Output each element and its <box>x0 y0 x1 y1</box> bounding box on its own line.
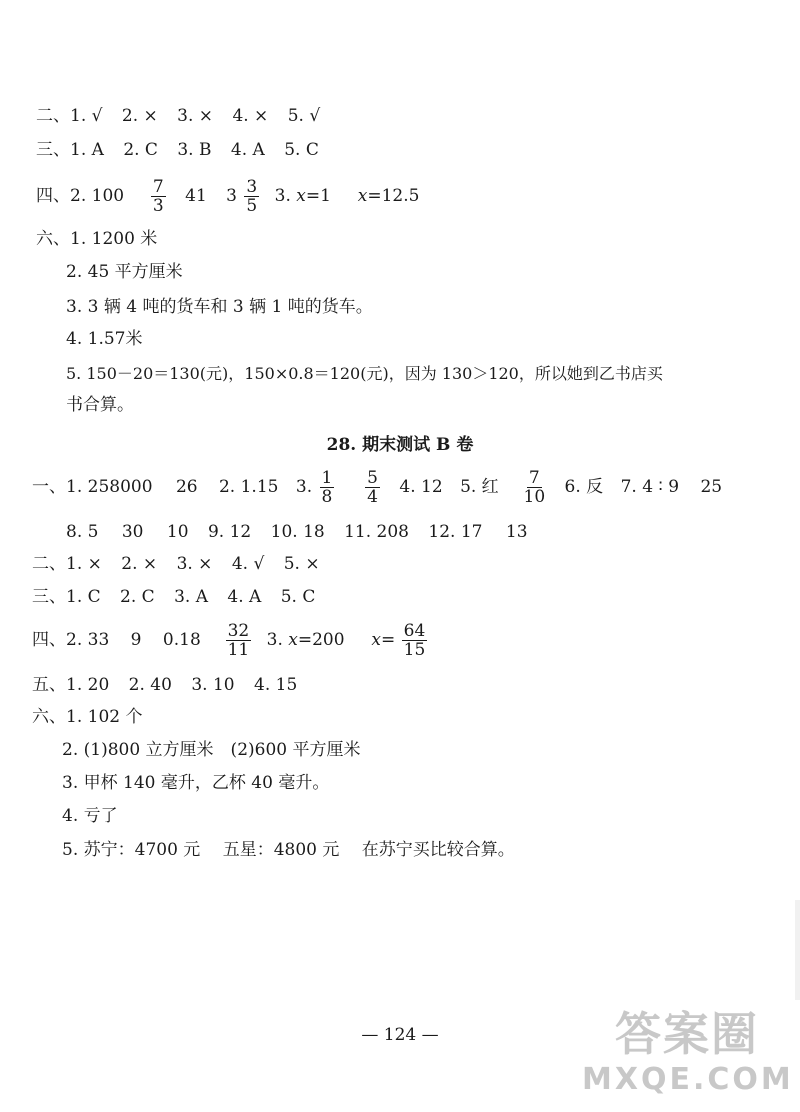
watermark-text: 答案圈 <box>615 1007 759 1061</box>
answer-item: 3. 10 <box>191 675 235 695</box>
answer-item: 2. × <box>121 554 158 574</box>
answer-item: 四、2. 100 <box>36 186 125 206</box>
answer-item: 3. A <box>174 587 208 607</box>
answer-row-6-3: 3. 甲杯 140 毫升，乙杯 40 毫升。 <box>62 773 330 793</box>
fraction: $\frac{7}{10}$ <box>523 468 546 507</box>
answer-item: 8. 5 <box>66 522 99 542</box>
answer-item: 12. 17 <box>428 522 483 542</box>
answer-item: =1 <box>305 186 331 206</box>
fraction: $\frac{32}{11}$ <box>227 621 250 660</box>
answer-item: 3. <box>295 477 313 497</box>
answer-row-3 <box>32 587 315 607</box>
answer-row-6-4: 4. 1.57米 <box>66 329 143 349</box>
answer-item: 13 <box>505 522 528 542</box>
answer-row-6-5: 5. 150－20＝130(元)，150×0.8＝120(元)，因为 130＞120，所以她到乙书店买 <box>66 364 663 383</box>
fraction: $\frac{1}{8}$ <box>321 468 333 507</box>
answer-item: 三、1. A <box>36 140 104 160</box>
answer-row-6-1: 六、1. 1200 米 <box>36 229 158 249</box>
fraction: $\frac{5}{4}$ <box>367 468 378 507</box>
answer-row-1-cont <box>66 522 528 542</box>
fraction: $\frac{64}{15}$ <box>403 621 426 660</box>
answer-item: 三、1. C <box>32 587 101 607</box>
answer-item: 9. 12 <box>207 522 252 542</box>
variable: x <box>357 186 368 206</box>
answer-row-3 <box>36 140 319 160</box>
answer-row-4 <box>32 620 433 660</box>
answer-row-6-4: 4. 亏了 <box>62 806 118 826</box>
answer-item: 3. <box>266 630 283 650</box>
answer-item: 5. C <box>280 587 316 607</box>
answer-item: 3. <box>274 186 291 206</box>
answer-row-6-1: 六、1. 102 个 <box>32 707 143 727</box>
answer-row-6-2: 2. (1)800 立方厘米 (2)600 平方厘米 <box>62 740 361 760</box>
answer-item: 0.18 <box>162 630 201 650</box>
answer-item: 2. 1.15 <box>218 477 279 497</box>
answer-item: 二、1. √ <box>36 106 103 126</box>
answer-item: 4. √ <box>231 554 265 574</box>
answer-item: =12.5 <box>367 186 420 206</box>
answer-row-2 <box>36 106 320 126</box>
answer-item: = <box>380 630 396 650</box>
answer-item: 一、1. 258000 <box>32 477 153 497</box>
answer-item: 11. 208 <box>344 522 409 542</box>
answer-item: 5. √ <box>287 106 321 126</box>
answer-item: 25 <box>700 477 723 497</box>
watermark-logo <box>582 1006 792 1106</box>
answer-item: 2. C <box>123 140 158 160</box>
page-number: — 124 — <box>361 1025 439 1045</box>
answer-row-6-5-cont: 书合算。 <box>66 395 134 415</box>
answer-item: 7. 4 ∶ 9 <box>620 477 680 497</box>
answer-item: 4. A <box>230 140 265 160</box>
answer-item: 4. 15 <box>254 675 298 695</box>
answer-item: 10 <box>166 522 189 542</box>
answer-row-6-2: 2. 45 平方厘米 <box>66 262 183 282</box>
answer-item: 3 <box>226 186 237 206</box>
answer-item: 4. A <box>227 587 262 607</box>
answer-item: 四、2. 33 <box>32 630 110 650</box>
answer-row-5 <box>32 675 297 695</box>
section-title: 28. 期末测试 B 卷 <box>326 435 474 455</box>
answer-item: 3. B <box>177 140 212 160</box>
answer-item: 9 <box>130 630 142 650</box>
answer-item: 4. × <box>232 106 269 126</box>
scan-edge <box>795 900 800 1000</box>
answer-row-1 <box>32 467 722 507</box>
variable: x <box>296 186 306 206</box>
answer-item: 4. 12 <box>399 477 443 497</box>
answer-row-2 <box>32 554 320 574</box>
answer-item: 6. 反 <box>564 477 604 497</box>
answer-item: 5. × <box>283 554 320 574</box>
answer-item: 3. × <box>176 554 213 574</box>
variable: x <box>288 630 298 650</box>
answer-item: 3. × <box>177 106 214 126</box>
answer-item: 2. × <box>121 106 158 126</box>
answer-item: 五、1. 20 <box>32 675 110 695</box>
answer-item: 二、1. × <box>32 554 102 574</box>
answer-item: 2. C <box>120 587 155 607</box>
answer-row-6-5: 5. 苏宁：4700 元 五星：4800 元 在苏宁买比较合算。 <box>62 840 515 860</box>
answer-item: 41 <box>185 186 207 206</box>
answer-item: 10. 18 <box>270 522 325 542</box>
answer-row-6-3: 3. 3 辆 4 吨的货车和 3 辆 1 吨的货车。 <box>66 297 373 317</box>
fraction: $\frac{7}{3}$ <box>152 177 164 216</box>
watermark-url: MXQE.COM <box>582 1062 794 1097</box>
answer-item: 5. C <box>284 140 319 160</box>
answer-item: =200 <box>297 630 345 650</box>
answer-item: 2. 40 <box>128 675 172 695</box>
answer-item: 30 <box>121 522 144 542</box>
answer-item: 26 <box>175 477 198 497</box>
fraction: $\frac{3}{5}$ <box>246 177 258 216</box>
variable: x <box>371 630 381 650</box>
answer-item: 5. 红 <box>460 477 499 497</box>
answer-row-4 <box>36 177 419 215</box>
